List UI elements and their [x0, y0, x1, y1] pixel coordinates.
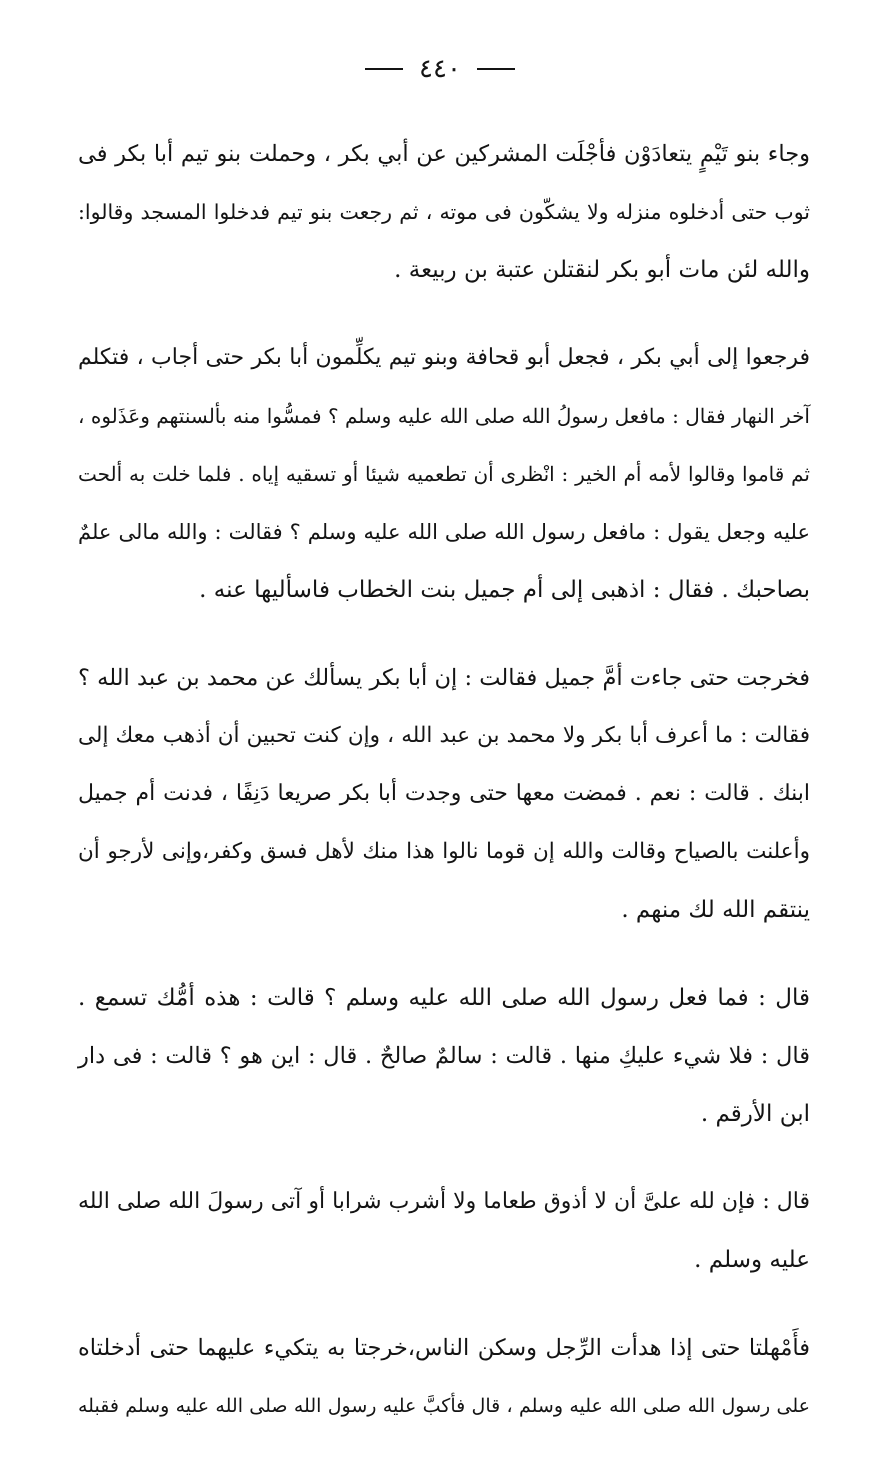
text-line: آخر النهار فقال : مافعل رسولُ الله صلى الله عليه وسلم ؟ فمسُّوا منه بألسنتهم وعَذَلوه ،	[78, 404, 810, 428]
text-line: ينتقم الله لك منهم .	[621, 897, 810, 923]
text-line: وأعلنت بالصياح وقالت والله إن قوما نالوا هذا منك لأهل فسق وكفر،وإنى لأرجو أن	[78, 839, 810, 864]
text-line: عليه وسلم .	[694, 1247, 810, 1273]
text-line: ثم قاموا وقالوا لأمه أم الخير : انْظرى أن تطعميه شيئا أو تسقيه إياه . فلما خلت به ألحت	[78, 462, 810, 486]
body-text	[78, 125, 810, 1465]
text-line: فرجعوا إلى أبي بكر ، فجعل أبو قحافة وبنو تيم يكلِّمون أبا بكر حتى أجاب ، فتكلم	[78, 345, 810, 370]
text-line: وجاء بنو تَيْمٍ يتعادَوْن فأجْلَت المشركين عن أبي بكر ، وحملت بنو تيم أبا بكر فى	[78, 141, 810, 167]
text-line: قال : فلا شيء عليكِ منها . قالت : سالمٌ صالحٌ . قال : اين هو ؟ قالت : فى دار	[78, 1043, 810, 1069]
text-line: قال : فما فعل رسول الله صلى الله عليه وسلم ؟ قالت : هذه أمُّك تسمع .	[78, 985, 810, 1011]
text-line: عليه وجعل يقول : مافعل رسول الله صلى الله عليه وسلم ؟ فقالت : والله مالى علمٌ	[78, 520, 810, 544]
text-line: فخرجت حتى جاءت أمَّ جميل فقالت : إن أبا بكر يسألك عن محمد بن عبد الله ؟	[78, 665, 810, 691]
text-line: فأَمْهلتا حتى إذا هدأت الرِّجل وسكن الناس،خرجتا به يتكيء عليهما حتى أدخلتاه	[78, 1335, 810, 1361]
text-line: على رسول الله صلى الله عليه وسلم ، قال فأكبَّ عليه رسول الله صلى الله عليه وسلم فقبله	[78, 1395, 810, 1417]
text-line: والله لئن مات أبو بكر لنقتلن عتبة بن ربيعة .	[394, 257, 810, 283]
text-line: ابن الأرقم .	[700, 1101, 810, 1127]
text-line: ابنك . قالت : نعم . فمضت معها حتى وجدت أبا بكر صريعا دَنِفًا ، فدنت أم جميل	[78, 781, 810, 806]
paragraph-2	[78, 329, 810, 619]
left-dash	[365, 68, 403, 70]
paragraph-5	[78, 1173, 810, 1289]
page-number: ٤٤٠	[419, 54, 461, 84]
paragraph-1	[78, 125, 810, 299]
text-line: فقالت : ما أعرف أبا بكر ولا محمد بن عبد الله ، وإن كنت تحبين أن أذهب معك إلى	[78, 723, 810, 748]
right-dash	[477, 68, 515, 70]
text-line: بصاحبك . فقال : اذهبى إلى أم جميل بنت الخطاب فاسأليها عنه .	[199, 577, 810, 603]
paragraph-6	[78, 1319, 810, 1435]
text-line: ثوب حتى أدخلوه منزله ولا يشكّون فى موته ، ثم رجعت بنو تيم فدخلوا المسجد وقالوا:	[78, 200, 810, 224]
paragraph-4	[78, 969, 810, 1143]
page-number-header	[0, 48, 880, 89]
paragraph-3	[78, 649, 810, 939]
text-line: قال : فإن لله علىَّ أن لا أذوق طعاما ولا أشرب شرابا أو آتى رسولَ الله صلى الله	[78, 1189, 810, 1214]
